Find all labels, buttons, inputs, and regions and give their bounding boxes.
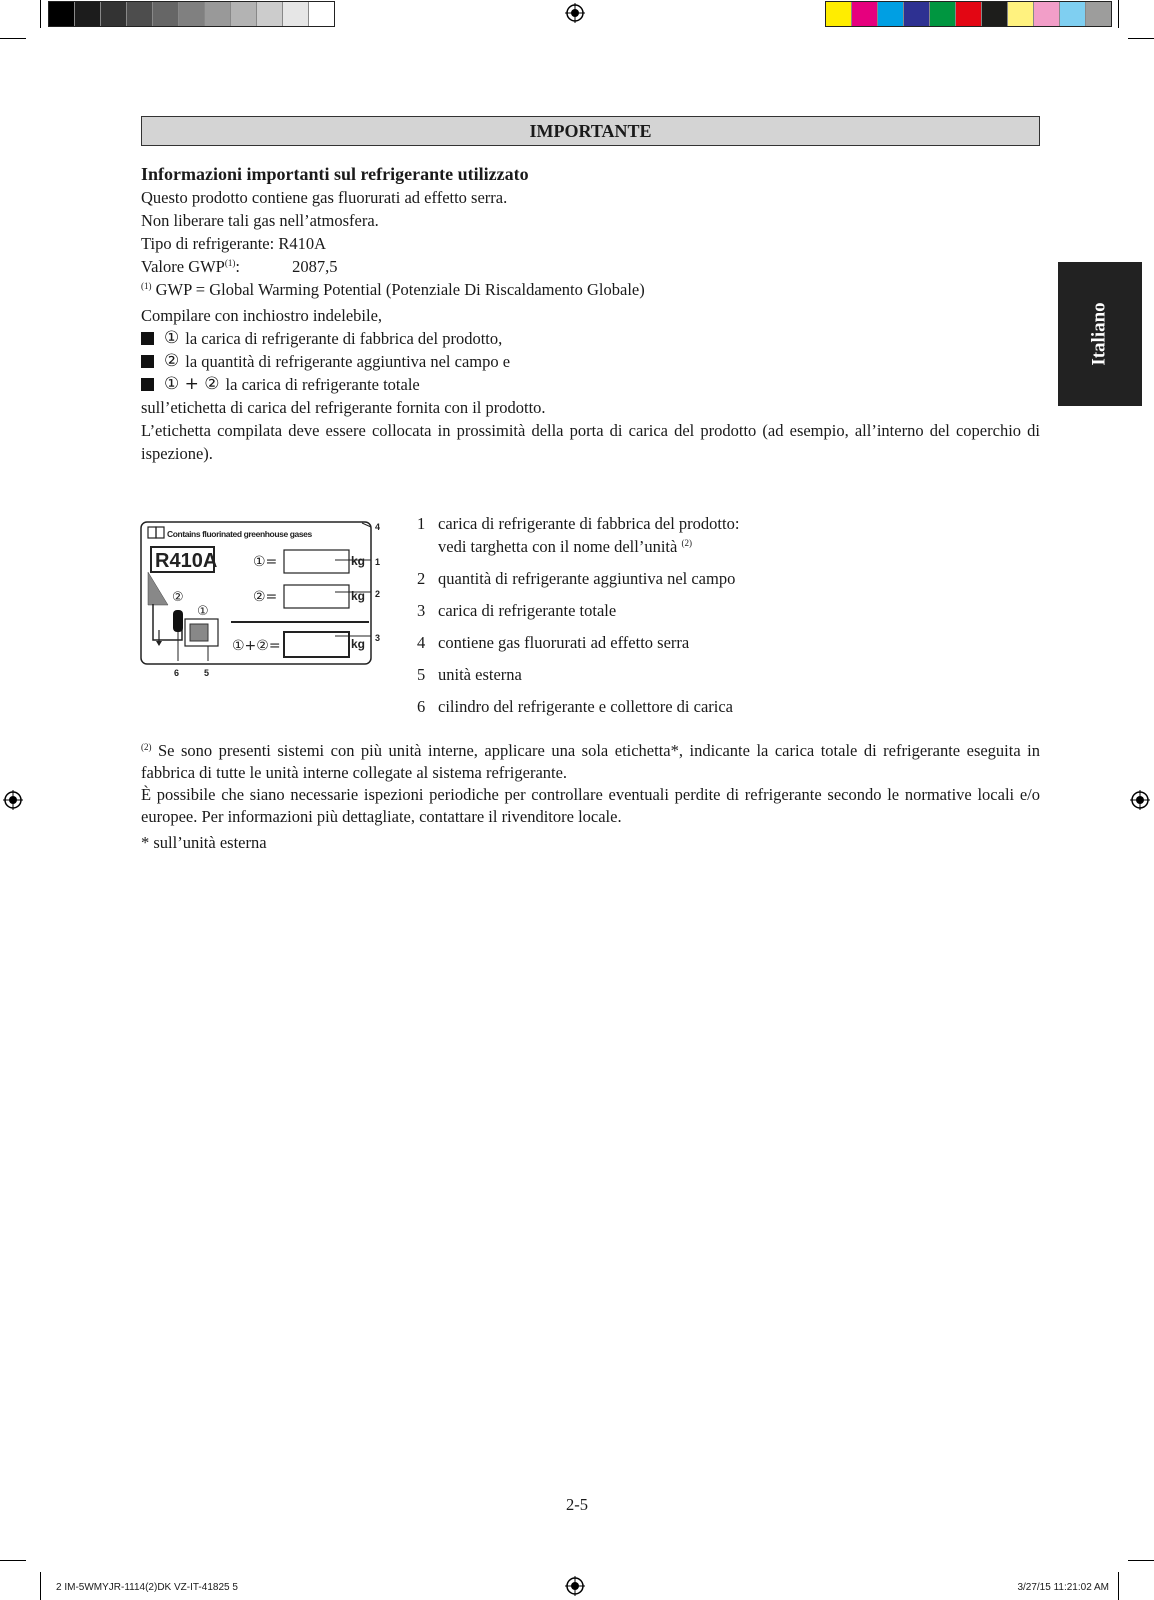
bullet-number: ② [164,351,180,371]
gwp-line [141,255,1040,278]
row1-unit: kg [351,554,366,568]
color-swatch [205,2,231,26]
bullet-item [141,350,1040,373]
row2-field [284,585,349,608]
color-swatch [1034,2,1060,26]
legend-number: 4 [417,633,426,652]
gwp-value: 2087,5 [292,257,338,276]
refrigerant-name: R410A [155,550,218,572]
footnote-2-text: Se sono presenti sistemi con più unità interne, applicare una sola etichetta*, indicante la carica totale di refrigerante eseguita in fabbrica di tutte le unità interne collegate al sistema refrigerante. [141,741,1040,782]
text-line: Tipo di refrigerante: R410A [141,234,326,253]
crop-mark [40,1572,41,1600]
color-swatch [283,2,309,26]
color-swatch [1086,2,1111,26]
registration-mark-icon [565,3,585,23]
text-line: sull’etichetta di carica del refrigerante fornita con il prodotto. [141,398,546,417]
color-swatch [956,2,982,26]
triangle-icon [148,572,168,605]
color-swatch [49,2,75,26]
row2-label: ②= [253,589,278,605]
cylinder-circle-label: ② [172,590,184,605]
legend-text-main: vedi targhetta con il nome dell’unità [438,537,678,556]
callout-2: 2 [375,589,381,599]
text-paragraph: L’etichetta compilata deve essere collocata in prossimità della porta di carica del prodotto (ad esempio, all’interno del coperchio di ispezione). [141,421,1040,463]
square-bullet-icon [141,355,154,368]
label-header: Contains fluorinated greenhouse gases [167,529,312,539]
legend-text: unità esterna [438,665,522,684]
language-tab [1058,262,1142,406]
color-swatch [982,2,1008,26]
color-swatch [101,2,127,26]
inspection-note: È possibile che siano necessarie ispezioni periodiche per controllare eventuali perdite di refrigerante secondo le normative locali e/o europee. Per informazioni più dettagliate, contattare il rivenditore locale. [141,785,1040,826]
row3-label: ①+②= [232,638,281,654]
color-swatch [257,2,283,26]
footnote-2-marker: (2) [141,742,152,752]
bullet-text: la carica di refrigerante di fabbrica del prodotto, [185,329,503,348]
footnotes-section [141,740,1040,854]
book-icon [148,527,164,538]
square-bullet-icon [141,378,154,391]
color-swatch [231,2,257,26]
legend-number: 3 [417,601,426,620]
row1-label: ①= [253,554,278,570]
legend-item [417,697,1017,729]
legend-text: cilindro del refrigerante e collettore di carica [438,697,734,716]
callout-6: 6 [174,668,180,678]
legend-item [417,601,1017,633]
row1-field [284,550,349,573]
bullet-number: ① [164,328,180,348]
color-swatch [1008,2,1034,26]
asterisk-note: * sull’unità esterna [141,833,267,852]
bullet-text: la carica di refrigerante totale [225,375,420,394]
refrigerant-label-diagram [140,520,400,690]
color-swatch [852,2,878,26]
text-line: Questo prodotto contiene gas fluorurati ad effetto serra. [141,188,508,207]
crop-mark [0,38,26,39]
color-swatch [1060,2,1086,26]
legend-text: quantità di refrigerante aggiuntiva nel campo [438,569,736,588]
callout-4: 4 [375,522,381,532]
legend-number: 2 [417,569,426,588]
color-swatch [127,2,153,26]
legend-item [417,514,1017,537]
important-banner: IMPORTANTE [141,116,1040,146]
legend-footnote-ref: (2) [681,538,692,548]
gray-swatch-bar [48,1,335,27]
slug-right: 3/27/15 11:21:02 AM [1017,1582,1109,1593]
color-swatch [309,2,334,26]
language-tab-label: Italiano [1088,302,1110,366]
color-swatch [153,2,179,26]
text-line: Non liberare tali gas nell’atmosfera. [141,211,379,230]
page-number: 2-5 [566,1495,588,1514]
crop-mark [40,0,41,28]
crop-mark [0,1560,26,1561]
square-bullet-icon [141,332,154,345]
color-swatch [826,2,852,26]
unit-circle-label: ① [197,604,209,619]
legend-item [417,537,1017,569]
down-arrow-icon [156,641,162,646]
diagram-legend [417,514,1017,729]
outdoor-unit-icon [190,624,208,641]
main-content [141,116,1040,465]
bullet-number: ① + ② [164,374,220,394]
footnote-1-text: GWP = Global Warming Potential (Potenziale Di Riscaldamento Globale) [155,280,645,299]
callout-5: 5 [204,668,210,678]
crop-mark [1128,1560,1154,1561]
color-swatch [904,2,930,26]
crop-mark [1128,38,1154,39]
legend-text [438,537,692,569]
registration-mark-icon [1130,790,1150,810]
bullet-item [141,327,1040,350]
registration-mark-icon [3,790,23,810]
slug-left: 2 IM-5WMYJR-1114(2)DK VZ-IT-41825 5 [56,1582,238,1593]
footnote-2 [141,740,1040,784]
legend-item [417,633,1017,665]
legend-item [417,569,1017,601]
legend-number: 5 [417,665,426,684]
section-subtitle: Informazioni importanti sul refrigerante utilizzato [141,164,529,184]
color-swatch [75,2,101,26]
legend-number: 6 [417,697,426,716]
gwp-label: Valore GWP [141,257,225,276]
gwp-colon: : [235,257,240,276]
refrigerant-cylinder-icon [173,610,183,632]
bullet-item [141,373,1040,396]
callout-1: 1 [375,557,381,567]
crop-mark [1118,0,1119,28]
legend-text: contiene gas fluorurati ad effetto serra [438,633,690,652]
bullet-text: la quantità di refrigerante aggiuntiva nel campo e [185,352,511,371]
footnote-1 [141,278,1040,301]
registration-mark-icon [565,1576,585,1596]
footnote-1-marker: (1) [141,281,152,291]
gwp-footnote-ref: (1) [224,258,236,268]
text-line: Compilare con inchiostro indelebile, [141,306,383,325]
legend-item [417,665,1017,697]
row2-unit: kg [351,589,366,603]
color-swatch [930,2,956,26]
callout-3: 3 [375,633,381,643]
legend-text: carica di refrigerante di fabbrica del prodotto: [438,514,740,533]
color-swatch-bar [825,1,1112,27]
color-swatch [179,2,205,26]
legend-number [417,537,438,569]
legend-number: 1 [417,514,426,533]
crop-mark [1118,1572,1119,1600]
legend-text: carica di refrigerante totale [438,601,617,620]
row3-unit: kg [351,637,366,651]
color-swatch [878,2,904,26]
